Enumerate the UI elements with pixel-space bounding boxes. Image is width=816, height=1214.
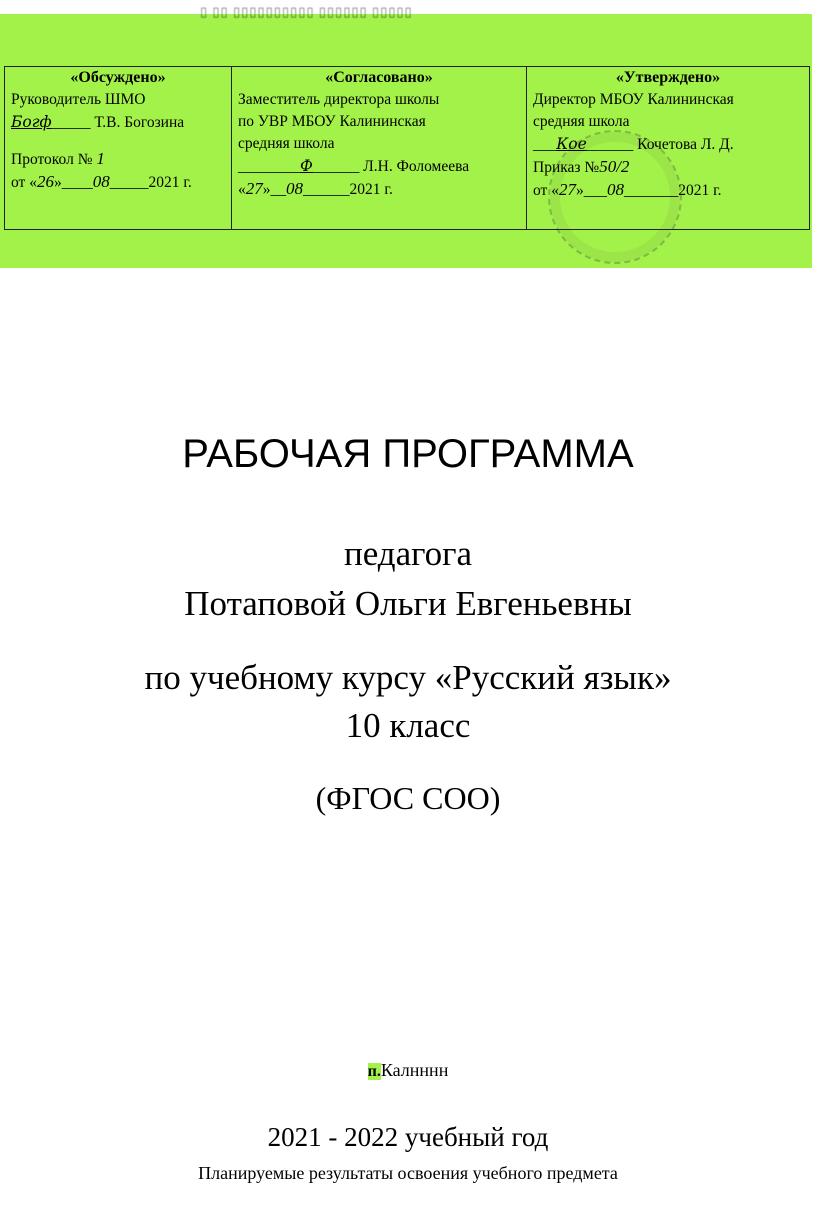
course-name: по учебному курсу «Русский язык» bbox=[144, 658, 672, 697]
teacher-name: Потаповой Ольги Евгеньевны bbox=[184, 584, 632, 623]
place-name: Калнннн bbox=[380, 1060, 449, 1080]
approval-position: Заместитель директора школы bbox=[238, 91, 440, 108]
signature-line: Богф_____ Т.В. Богозина bbox=[11, 113, 185, 131]
date-month: 08 bbox=[606, 180, 624, 199]
approval-position: по УВР МБОУ Калининская bbox=[238, 113, 426, 130]
signature-line: ___Кое______ Кочетова Л. Д. bbox=[533, 135, 734, 153]
place bbox=[0, 1060, 816, 1081]
place-prefix: п. bbox=[367, 1063, 381, 1080]
approval-position: средняя школа bbox=[533, 113, 630, 130]
approval-position: средняя школа bbox=[238, 135, 335, 152]
date-month: 08 bbox=[92, 172, 110, 191]
teacher-role: педагога bbox=[343, 534, 473, 573]
date-year: 2021 г. bbox=[678, 182, 722, 199]
approval-approved bbox=[527, 67, 810, 230]
approval-title: «Согласовано» bbox=[325, 69, 433, 86]
handwritten-signature: Кое bbox=[556, 135, 587, 153]
approval-position: Директор МБОУ Калининская bbox=[533, 91, 734, 108]
approval-discussed bbox=[5, 67, 232, 230]
date-line: от «27»___08_______2021 г. bbox=[533, 180, 722, 199]
signer-name: Т.В. Богозина bbox=[94, 114, 185, 131]
signer-name: Кочетова Л. Д. bbox=[637, 136, 734, 153]
date-day: 27 bbox=[245, 179, 263, 198]
education-standard: (ФГОС СОО) bbox=[315, 780, 501, 816]
approval-position: Руководитель ШМО bbox=[11, 91, 146, 108]
approval-table bbox=[4, 66, 810, 230]
order-line: Приказ №50/2 bbox=[533, 157, 630, 176]
date-day: 27 bbox=[558, 180, 576, 199]
handwritten-signature: Богф bbox=[11, 113, 52, 131]
date-month: 08 bbox=[286, 179, 303, 198]
approval-title: «Обсуждено» bbox=[70, 69, 166, 86]
grade: 10 класс bbox=[345, 706, 471, 745]
date-day: 26 bbox=[36, 172, 54, 191]
document-title: РАБОЧАЯ ПРОГРАММА bbox=[182, 432, 634, 476]
date-line: «27»__08______2021 г. bbox=[238, 179, 393, 198]
next-section-heading: Планируемые результаты освоения учебного предмета bbox=[198, 1163, 618, 1183]
handwritten-signature: Ф bbox=[300, 157, 313, 175]
date-year: 2021 г. bbox=[148, 174, 192, 191]
date-line: от «26»____08_____2021 г. bbox=[11, 172, 192, 191]
smudged-header-text: ▯ ▯▯ ▯▯▯▯▯▯▯▯▯▯ ▯▯▯▯▯▯ ▯▯▯▯▯ bbox=[200, 4, 413, 19]
protocol-number: 1 bbox=[96, 149, 105, 168]
academic-year: 2021 - 2022 учебный год bbox=[267, 1122, 549, 1152]
signer-name: Л.Н. Фоломеева bbox=[363, 158, 470, 175]
protocol-line: Протокол № 1 bbox=[11, 149, 105, 168]
signature-line: ________Ф______ Л.Н. Фоломеева bbox=[238, 157, 470, 175]
approval-agreed bbox=[232, 67, 527, 230]
date-year: 2021 г. bbox=[349, 181, 393, 198]
approval-title: «Утверждено» bbox=[615, 69, 721, 86]
order-number: 50/2 bbox=[599, 157, 630, 176]
